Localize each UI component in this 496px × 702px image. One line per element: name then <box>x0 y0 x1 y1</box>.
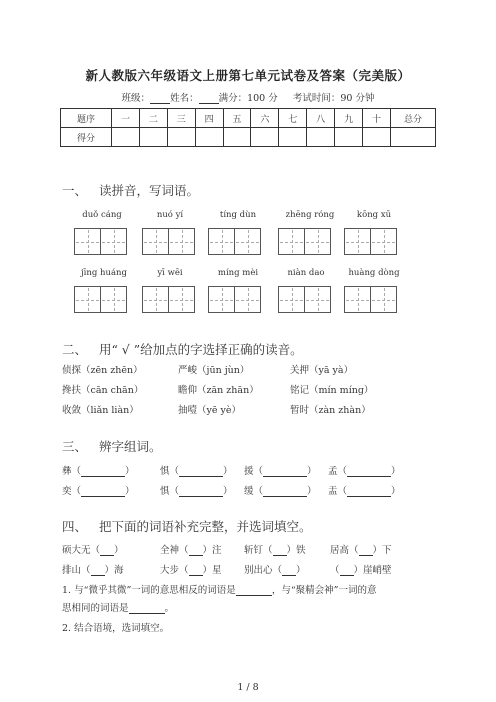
page-number: 1 / 8 <box>237 682 259 693</box>
pinyin-5: kōng xū <box>356 210 392 220</box>
score-header-row <box>61 109 436 128</box>
score-cell[interactable] <box>279 128 307 147</box>
answer-blank[interactable] <box>347 466 391 477</box>
header-cell: 二 <box>139 109 167 128</box>
pinyin-1: duǒ cáng <box>82 210 122 220</box>
answer-blank[interactable] <box>263 486 307 497</box>
score-cell[interactable] <box>112 128 140 147</box>
header-cell: 题序 <box>61 109 112 128</box>
answer-blank[interactable] <box>179 486 223 497</box>
word-group-item: 缓（ ） <box>244 486 317 497</box>
score-cell[interactable] <box>307 128 335 147</box>
section-number: 二、 <box>62 342 88 357</box>
pinyin-3: tíng dùn <box>219 210 257 220</box>
idiom-item: （ ）崖峭壁 <box>330 565 392 576</box>
class-blank[interactable] <box>150 94 170 104</box>
pinyin-4: zhēng róng <box>285 210 335 220</box>
header-cell: 四 <box>195 109 223 128</box>
word-group-item: 惧（ ） <box>160 486 233 497</box>
header-cell: 十 <box>363 109 391 128</box>
name-label: 姓名： <box>170 93 199 104</box>
idiom-item: 全神（ ）注 <box>160 545 222 556</box>
section-number: 三、 <box>62 439 88 454</box>
question-1: 1. 与“微乎其微”一词的意思相反的词语是 ，与“聚精会神”一词的意 <box>62 585 377 596</box>
reading-item[interactable]: 铭记（mín míng） <box>290 385 374 396</box>
score-cell[interactable] <box>251 128 279 147</box>
header-cell: 三 <box>167 109 195 128</box>
answer-blank[interactable] <box>236 585 272 596</box>
idiom-item: 斩钉（ ）铁 <box>244 545 306 556</box>
pinyin-2: nuó yí <box>156 210 184 220</box>
writing-boxes[interactable] <box>142 228 194 255</box>
answer-blank[interactable] <box>340 565 354 576</box>
word-group-item: 惧（ ） <box>160 466 233 477</box>
score-row-label: 得分 <box>61 128 112 147</box>
score-cell[interactable] <box>223 128 251 147</box>
reading-item[interactable]: 瞻仰（zān zhān） <box>178 385 259 396</box>
score-table <box>60 108 436 147</box>
writing-boxes[interactable] <box>208 228 260 255</box>
answer-blank[interactable] <box>91 565 105 576</box>
exam-time: 考试时间：90 分钟 <box>292 93 375 104</box>
header-cell: 五 <box>223 109 251 128</box>
section-number: 四、 <box>62 519 88 534</box>
writing-boxes[interactable] <box>344 286 396 313</box>
score-cell[interactable] <box>363 128 391 147</box>
section-number: 一、 <box>62 183 88 198</box>
score-cell[interactable] <box>195 128 223 147</box>
name-blank[interactable] <box>199 94 219 104</box>
full-score: 满分：100 分 <box>218 93 278 104</box>
section-title: 把下面的词语补充完整，并选词填空。 <box>98 519 312 534</box>
page-title: 新人教版六年级语文上册第七单元试卷及答案（完美版） <box>85 68 411 83</box>
writing-boxes[interactable] <box>278 228 330 255</box>
word-group-item: 彝（ ） <box>62 466 135 477</box>
writing-boxes[interactable] <box>142 286 194 313</box>
answer-blank[interactable] <box>359 545 373 556</box>
idiom-item: 居高（ ）下 <box>330 545 392 556</box>
answer-blank[interactable] <box>81 466 125 477</box>
answer-blank[interactable] <box>81 486 125 497</box>
reading-item[interactable]: 暂时（zàn zhàn） <box>290 405 371 416</box>
answer-blank[interactable] <box>100 545 114 556</box>
section-3-heading <box>62 437 161 455</box>
word-group-item: 援（ ） <box>244 466 317 477</box>
header-cell: 八 <box>307 109 335 128</box>
answer-blank[interactable] <box>273 545 287 556</box>
answer-blank[interactable] <box>263 466 307 477</box>
reading-item[interactable]: 搀扶（cān chān） <box>62 385 144 396</box>
section-title: 读拼音，写词语。 <box>98 183 199 198</box>
section-1-heading <box>62 181 199 199</box>
pinyin-7: yī wēi <box>157 268 183 278</box>
writing-boxes[interactable] <box>74 228 126 255</box>
reading-item[interactable]: 关押（yā yà） <box>290 365 354 376</box>
header-cell: 九 <box>335 109 363 128</box>
reading-item[interactable]: 侦探（zēn zhēn） <box>62 365 143 376</box>
answer-blank[interactable] <box>129 603 165 614</box>
writing-boxes[interactable] <box>278 286 330 313</box>
answer-blank[interactable] <box>347 486 391 497</box>
header-cell: 七 <box>279 109 307 128</box>
section-2-heading <box>62 340 303 358</box>
reading-item[interactable]: 抽噎（yē yè） <box>178 405 241 416</box>
word-group-item: 奕（ ） <box>62 486 135 497</box>
idiom-item: 大步（ ）星 <box>160 565 222 576</box>
pinyin-10: huàng dòng <box>348 268 400 278</box>
header-cell: 六 <box>251 109 279 128</box>
answer-blank[interactable] <box>179 466 223 477</box>
question-1-cont: 思相同的词语是 。 <box>62 603 175 614</box>
writing-boxes[interactable] <box>344 228 396 255</box>
idiom-item: 硕大无（ ） <box>62 545 124 556</box>
score-cell[interactable] <box>139 128 167 147</box>
pinyin-8: míng mèi <box>217 268 259 278</box>
exam-info <box>0 90 496 104</box>
reading-item[interactable]: 严峻（jūn jùn） <box>178 365 250 376</box>
score-cell[interactable] <box>167 128 195 147</box>
class-label: 班级： <box>121 93 151 104</box>
section-title: 辨字组词。 <box>98 439 162 454</box>
word-group-item: 孟（ ） <box>328 466 401 477</box>
section-title: 用“ √ ”给加点的字选择正确的读音。 <box>98 342 303 357</box>
header-cell: 一 <box>112 109 140 128</box>
idiom-item: 别出心（ ） <box>244 565 306 576</box>
pinyin-9: niàn dao <box>287 268 325 278</box>
word-group-item: 盂（ ） <box>328 486 401 497</box>
writing-boxes[interactable] <box>74 286 126 313</box>
header-cell: 总分 <box>391 109 436 128</box>
question-2: 2. 结合语境，选词填空。 <box>62 623 170 634</box>
section-4-heading <box>62 517 311 535</box>
writing-boxes[interactable] <box>208 286 260 313</box>
answer-blank[interactable] <box>282 565 296 576</box>
score-row <box>61 128 436 147</box>
reading-item[interactable]: 收敛（liǎn liàn） <box>62 405 139 416</box>
pinyin-6: jīng huáng <box>81 268 127 278</box>
answer-blank[interactable] <box>189 545 203 556</box>
score-cell[interactable] <box>391 128 436 147</box>
idiom-item: 排山（ ）海 <box>62 565 124 576</box>
score-cell[interactable] <box>335 128 363 147</box>
answer-blank[interactable] <box>189 565 203 576</box>
